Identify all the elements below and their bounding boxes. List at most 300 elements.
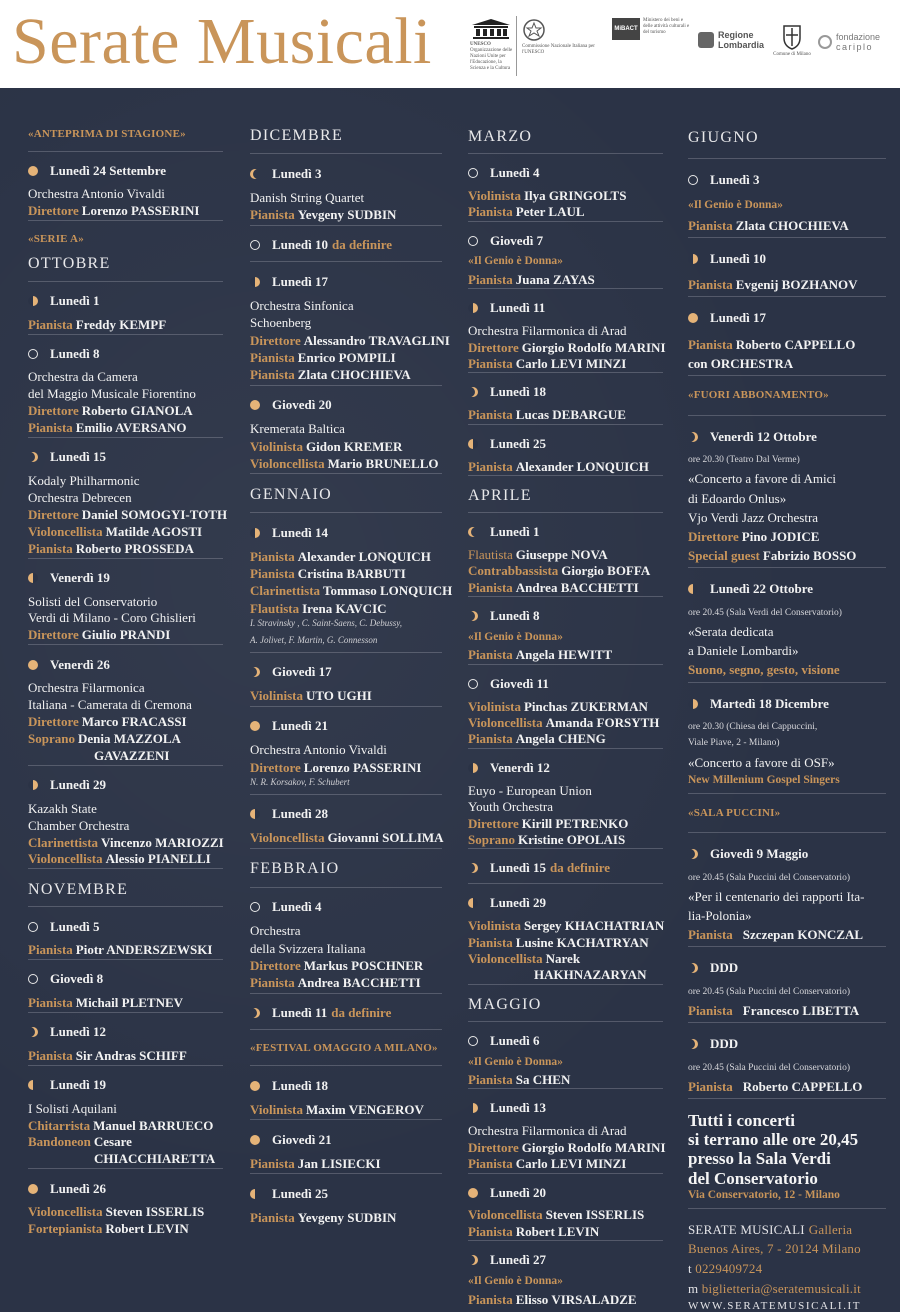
program-line: Chamber Orchestra	[28, 817, 130, 833]
performer-name: Roberto CAPPELLO	[735, 336, 856, 352]
divider	[688, 1208, 886, 1209]
performer-name: Michail PLETNEV	[75, 994, 184, 1010]
moon-phase-icon	[688, 432, 698, 442]
performer-role: Pianista	[468, 204, 513, 220]
divider	[468, 664, 663, 665]
divider	[28, 1012, 223, 1013]
performer-line	[250, 207, 396, 223]
concert-date-label: Lunedì 20	[490, 1184, 546, 1200]
concert-date-label: Lunedì 22 Ottobre	[710, 580, 814, 596]
performer-name: Alexander LONQUICH	[297, 548, 431, 564]
performer-role: Violoncellista	[28, 851, 103, 867]
concert-date	[250, 237, 392, 253]
divider	[28, 1065, 223, 1066]
concert-date	[28, 293, 100, 309]
moon-phase-icon	[468, 611, 478, 621]
section-heading: «SERIE A»	[28, 232, 84, 245]
concert-date	[688, 846, 808, 862]
divider	[250, 1065, 442, 1066]
performer-role: Violoncellista	[250, 455, 325, 471]
performer-role: Direttore	[468, 815, 519, 831]
concert-date	[250, 1005, 391, 1021]
divider	[688, 415, 886, 416]
divider	[468, 748, 663, 749]
tbd-label: da definire	[550, 860, 611, 876]
divider	[250, 848, 442, 849]
concert-date-label: Lunedì 17	[710, 310, 766, 326]
concert-date-label: Lunedì 4	[490, 164, 540, 180]
concert-date-label: Lunedì 12	[50, 1024, 106, 1040]
performer-line	[28, 420, 186, 436]
cariplo-icon	[818, 35, 832, 49]
moon-phase-icon	[688, 313, 698, 323]
performer-role: Violinista	[468, 187, 521, 203]
performer-role: Violoncellista	[468, 1207, 543, 1223]
moon-phase-icon	[688, 254, 698, 264]
concert-date	[250, 806, 328, 822]
moon-phase-icon	[468, 387, 478, 397]
program-line: Italiana - Camerata di Cremona	[28, 697, 192, 713]
performer-line	[250, 688, 372, 704]
program-line: Orchestra Antonio Vivaldi	[250, 742, 387, 758]
divider	[250, 887, 442, 888]
month-heading: APRILE	[468, 486, 532, 504]
program-line: a Daniele Lombardi»	[688, 642, 799, 658]
performer-name: Zlata CHOCHIEVA	[735, 217, 849, 233]
concert-date-label: DDD	[710, 960, 739, 976]
moon-phase-icon	[250, 1081, 260, 1091]
section-heading: «FUORI ABBONAMENTO»	[688, 389, 829, 402]
performer-name: Alessandro TRAVAGLINI	[303, 332, 450, 348]
performer-line	[250, 830, 444, 846]
contact-prefix: SERATE MUSICALI	[688, 1221, 805, 1237]
subtitle: Via Conservatorio, 12 - Milano	[688, 1188, 840, 1201]
unesco-logo	[470, 18, 516, 72]
performer-role: Pianista	[468, 407, 513, 423]
program-line: Euyo - European Union	[468, 782, 592, 798]
concert-date	[250, 899, 322, 915]
month-heading: FEBBRAIO	[250, 860, 340, 878]
performer-name: Francesco LIBETTA	[742, 1003, 860, 1019]
concert-date	[468, 165, 540, 181]
venue-time: ore 20.45 (Sala Puccini del Conservatorio)	[688, 1062, 850, 1073]
ministero-text: Ministero dei beni e delle attività culturali e del turismo	[643, 18, 690, 35]
performer-role: Violinista	[250, 438, 303, 454]
performer-name: Tommaso LONQUICH	[323, 583, 453, 599]
performer-line	[250, 566, 406, 582]
performer-role: Violoncellista	[28, 523, 103, 539]
performer-role: Pianista	[688, 1079, 733, 1095]
concert-date	[688, 172, 760, 188]
performer-line	[468, 1140, 666, 1156]
venue-time: Viale Piave, 2 - Milano)	[688, 738, 780, 749]
performer-name: Vincenzo MARIOZZI	[101, 834, 224, 850]
concert-date	[28, 657, 110, 673]
contact-value[interactable]: biglietteria@seratemusicali.it	[701, 1280, 861, 1296]
performer-role: Pianista	[250, 349, 295, 365]
concert-date	[468, 895, 546, 911]
program-line: «Serata dedicata	[688, 623, 774, 639]
performer-name: Yevgeny SUDBIN	[297, 1209, 397, 1225]
venue-time: ore 20.30 (Teatro Dal Verme)	[688, 455, 800, 466]
info-headline: presso la Sala Verdi	[688, 1149, 831, 1169]
commissione-text: Commissione Nazionale Italiana per l'UNESCO	[522, 44, 595, 55]
performer-line	[468, 356, 626, 372]
performer-name: Alessio PIANELLI	[105, 851, 211, 867]
moon-phase-icon	[28, 660, 38, 670]
program-line: «Concerto a favore di Amici	[688, 471, 837, 487]
performer-name: Zlata CHOCHIEVA	[297, 367, 411, 383]
divider	[250, 706, 442, 707]
divider	[250, 993, 442, 994]
performer-name: Maxim VENGEROV	[305, 1101, 424, 1117]
concert-date	[468, 608, 540, 624]
performer-line	[468, 1207, 644, 1223]
performer-line	[250, 601, 387, 617]
performer-line	[28, 507, 227, 523]
performer-name: Denia MAZZOLA	[77, 730, 181, 746]
moon-phase-icon	[28, 452, 38, 462]
performer-name: Cristina BARBUTI	[297, 566, 406, 582]
program-line: lia-Polonia»	[688, 908, 752, 924]
composers: A. Jolivet, F. Martin, G. Connesson	[250, 634, 378, 645]
performer-role: Pianista	[250, 566, 295, 582]
divider	[468, 221, 663, 222]
concert-date-label: Giovedì 11	[490, 675, 549, 691]
moon-phase-icon	[688, 849, 698, 859]
performer-role: Violoncellista	[28, 1204, 103, 1220]
moon-phase-icon	[250, 277, 260, 287]
concert-date	[468, 524, 540, 540]
contact-value: Galleria	[808, 1221, 853, 1237]
concert-date-label: Lunedì 15	[50, 449, 106, 465]
performer-role: Pianista	[468, 647, 513, 663]
performer-name: Narek	[545, 951, 581, 966]
performer-line	[468, 407, 626, 423]
concert-date-label: DDD	[710, 1036, 739, 1052]
concert-date	[250, 166, 322, 182]
performer-role: Contrabbassista	[468, 563, 559, 579]
concert-date-label: Lunedì 8	[490, 607, 540, 623]
divider	[250, 652, 442, 653]
moon-phase-icon	[250, 1135, 260, 1145]
moon-phase-icon	[250, 1189, 260, 1199]
performer-line	[688, 927, 863, 943]
concert-date	[250, 718, 328, 734]
concert-date	[688, 429, 817, 445]
performer-role: Direttore	[250, 957, 301, 973]
concert-date-label: Lunedì 29	[50, 777, 106, 793]
performer-role: Pianista	[468, 731, 513, 747]
concert-date	[28, 570, 110, 586]
program-line: Orchestra Filarmonica	[28, 680, 145, 696]
performer-role: Direttore	[250, 332, 301, 348]
performer-line	[468, 563, 650, 579]
concert-date	[468, 860, 610, 876]
performer-line	[250, 583, 452, 599]
divider	[250, 473, 442, 474]
concert-date	[468, 676, 549, 692]
performer-name: Robert LEVIN	[105, 1221, 189, 1237]
moon-phase-icon	[28, 780, 38, 790]
performer-name: Lusine KACHATRYAN	[515, 934, 649, 950]
performer-line	[468, 188, 626, 204]
moon-phase-icon	[688, 699, 698, 709]
regione-icon	[698, 32, 714, 48]
performer-line	[28, 995, 183, 1011]
performer-role: Pianista	[250, 207, 295, 223]
website-link[interactable]: WWW.SERATEMUSICALI.IT	[688, 1300, 862, 1312]
performer-role: Pianista	[250, 1155, 295, 1171]
concert-date-label: Martedì 18 Dicembre	[710, 695, 829, 711]
concert-date	[28, 971, 103, 987]
info-headline: Tutti i concerti	[688, 1111, 796, 1131]
performer-name: UTO UGHI	[305, 688, 372, 704]
concert-date	[688, 696, 829, 712]
contact-line	[688, 1222, 852, 1238]
concert-date-label: Lunedì 14	[272, 524, 328, 540]
performer-name: Roberto CAPPELLO	[742, 1079, 863, 1095]
moon-phase-icon	[468, 303, 478, 313]
performer-line	[28, 317, 166, 333]
concert-date-label: Giovedì 9 Maggio	[710, 846, 809, 862]
performer-name: Sergey KHACHATRIAN	[523, 918, 665, 934]
concert-date-label: Lunedì 10	[272, 237, 328, 253]
performer-line	[250, 549, 431, 565]
moon-phase-icon	[28, 1080, 38, 1090]
moon-phase-icon	[468, 763, 478, 773]
divider	[250, 1029, 442, 1030]
divider	[468, 596, 663, 597]
tbd-label: da definire	[332, 237, 393, 253]
moon-phase-icon	[468, 168, 478, 178]
performer-line	[468, 731, 606, 747]
concert-date-label: Lunedì 21	[272, 718, 328, 734]
divider	[688, 158, 886, 159]
performer-line	[468, 580, 639, 596]
concert-date	[468, 760, 550, 776]
subtitle: Suono, segno, gesto, visione	[688, 662, 840, 677]
divider	[28, 959, 223, 960]
moon-phase-icon	[28, 1027, 38, 1037]
concert-date	[250, 1078, 328, 1094]
concert-date	[28, 1024, 106, 1040]
performer-name: Kristine OPOLAIS	[517, 832, 626, 848]
concert-date-label: Lunedì 3	[710, 171, 760, 187]
performer-role: Soprano	[28, 730, 75, 746]
performer-line	[250, 1156, 381, 1172]
performer-role: Pianista	[468, 1072, 513, 1087]
ministero-logo	[612, 18, 692, 40]
performer-name: Cesare	[93, 1134, 132, 1150]
moon-phase-icon	[250, 667, 260, 677]
performer-role: Violinista	[468, 698, 521, 714]
performer-role: Pianista	[468, 934, 513, 950]
program-line: Kodaly Philharmonic	[28, 473, 140, 489]
program-line: «Concerto a favore di OSF»	[688, 754, 835, 770]
performer-line	[688, 548, 856, 564]
performer-line	[28, 1048, 187, 1064]
performer-line	[468, 647, 612, 663]
cariplo-line1: fondazione	[836, 32, 881, 42]
concert-date-label: Lunedì 5	[50, 918, 100, 934]
performer-name: Carlo LEVI MINZI	[515, 356, 627, 372]
divider	[688, 946, 886, 947]
performer-name: Amanda FORSYTH	[545, 715, 660, 730]
concert-date-label: Lunedì 25	[272, 1185, 328, 1201]
contact-line	[688, 1261, 762, 1277]
shield-icon	[781, 24, 803, 50]
performer-name: Lucas DEBARGUE	[515, 407, 626, 423]
performer-name: Juana ZAYAS	[515, 271, 595, 287]
concert-date	[688, 310, 766, 326]
performer-line	[468, 918, 664, 934]
performer-line	[28, 835, 224, 851]
concert-date-label: Lunedì 24 Settembre	[50, 162, 167, 178]
divider	[688, 1098, 886, 1099]
divider	[250, 512, 442, 513]
performer-role: Pianista	[28, 994, 73, 1010]
contact-value: Buenos Aires, 7 - 20124 Milano	[688, 1241, 861, 1257]
program-line: Orchestra Filarmonica di Arad	[468, 323, 627, 339]
divider	[688, 237, 886, 238]
performer-name: Giorgio BOFFA	[561, 563, 651, 579]
performer-role: Fortepianista	[28, 1221, 103, 1237]
performer-role: Pianista	[250, 1209, 295, 1225]
performer-name: Pino JODICE	[741, 528, 820, 544]
composers: I. Stravinsky , C. Saint-Saens, C. Debussy,	[250, 617, 402, 628]
divider	[28, 906, 223, 907]
performer-role: Pianista	[468, 579, 513, 595]
performer-name: Kirill PETRENKO	[521, 815, 629, 831]
performer-role: Pianista	[468, 458, 513, 474]
program-poster	[0, 88, 900, 1312]
concert-date	[688, 251, 766, 267]
performer-name: Giuseppe NOVA	[515, 546, 608, 562]
performer-name-continued: HAKHNAZARYAN	[534, 967, 647, 983]
program-line: Orchestra Filarmonica di Arad	[468, 1123, 627, 1139]
performer-role: Pianista	[688, 217, 733, 233]
page-title: Serate Musicali	[12, 5, 432, 78]
section-heading: «FESTIVAL OMAGGIO A MILANO»	[250, 1041, 438, 1054]
performer-line	[688, 337, 855, 353]
performer-role: Direttore	[250, 759, 301, 775]
concert-date-label: Lunedì 17	[272, 273, 328, 289]
performer-line	[28, 851, 211, 867]
program-line: Kazakh State	[28, 800, 97, 816]
performer-role: Clarinettista	[250, 583, 321, 599]
program-line: Verdi di Milano - Coro Ghislieri	[28, 610, 196, 626]
moon-phase-icon	[468, 439, 478, 449]
concert-date	[688, 581, 813, 597]
cariplo-line2: cariplo	[836, 42, 874, 52]
unesco-caption: Organizzazione delle Nazioni Unite per l'Educazione, la Scienza e la Cultura	[470, 48, 513, 71]
program-line: Orchestra da Camera	[28, 369, 138, 385]
performer-line	[250, 456, 439, 472]
performer-role: Chitarrista	[28, 1117, 91, 1133]
performer-role: Pianista	[468, 1156, 513, 1172]
divider	[688, 296, 886, 297]
performer-name: Peter LAUL	[515, 204, 585, 220]
performer-role: Soprano	[468, 832, 515, 848]
performer-role: Pianista	[250, 975, 295, 991]
performer-role: Direttore	[28, 403, 79, 419]
divider	[250, 1173, 442, 1174]
performer-line	[688, 529, 819, 545]
performer-role: Direttore	[468, 339, 519, 355]
tbd-label: da definire	[331, 1005, 392, 1021]
performer-role: Pianista	[468, 271, 513, 287]
moon-phase-icon	[250, 169, 260, 179]
performer-role: Violoncellista	[468, 715, 543, 730]
concert-date	[688, 960, 738, 976]
divider	[688, 1022, 886, 1023]
concert-date-label: Lunedì 3	[272, 165, 322, 181]
performer-line	[468, 816, 628, 832]
regione-text: Regione Lombardia	[718, 30, 765, 50]
performer-role: Direttore	[688, 528, 739, 544]
concert-date	[28, 1077, 106, 1093]
program-line: Kremerata Baltica	[250, 421, 345, 437]
divider	[28, 868, 223, 869]
moon-phase-icon	[468, 527, 478, 537]
performer-role: Pianista	[468, 1223, 513, 1239]
subtitle: «Il Genio è Donna»	[688, 198, 783, 211]
concert-date-label: Lunedì 25	[490, 435, 546, 451]
moon-phase-icon	[28, 349, 38, 359]
month-heading: MAGGIO	[468, 995, 542, 1013]
concert-date	[250, 525, 328, 541]
venue-time: ore 20.45 (Sala Verdi del Conservatorio)	[688, 607, 842, 618]
performer-role: Direttore	[28, 506, 79, 522]
performer-line	[250, 333, 450, 349]
moon-phase-icon	[468, 1036, 478, 1046]
divider	[28, 644, 223, 645]
concert-date-label: Lunedì 28	[272, 806, 328, 822]
performer-role: Pianista	[28, 316, 73, 332]
program-line: Orchestra	[250, 923, 301, 939]
moon-phase-icon	[468, 863, 478, 873]
performer-name-continued: GAVAZZENI	[94, 747, 170, 763]
performer-name: Robert LEVIN	[515, 1223, 600, 1239]
performer-name: Szczepan KONCZAL	[742, 927, 864, 943]
concert-date	[468, 233, 543, 249]
concert-date-label: Lunedì 1	[50, 293, 100, 309]
performer-name: Sa CHEN	[515, 1072, 571, 1087]
concert-date	[28, 777, 106, 793]
divider	[28, 1168, 223, 1169]
performer-name: Jan LISIECKI	[297, 1155, 381, 1171]
performer-name: Enrico POMPILI	[297, 349, 396, 365]
performer-role: Pianista	[468, 356, 513, 372]
moon-phase-icon	[250, 528, 260, 538]
performer-name: Lorenzo PASSERINI	[303, 759, 422, 775]
contact-line	[688, 1241, 861, 1257]
performer-role: Flautista	[468, 546, 513, 562]
performer-line	[250, 367, 411, 383]
month-heading: GIUGNO	[688, 129, 759, 146]
divider	[250, 385, 442, 386]
concert-date-label: Giovedì 20	[272, 397, 332, 413]
performer-name: Roberto GIANOLA	[81, 403, 193, 419]
performer-role: Pianista	[468, 1291, 513, 1307]
performer-line	[28, 942, 212, 958]
divider	[468, 984, 663, 985]
concert-date-label: Venerdì 19	[50, 569, 110, 585]
performer-name: Lorenzo PASSERINI	[81, 203, 200, 219]
performer-role: Violoncellista	[468, 951, 543, 966]
performer-name: Angela HEWITT	[515, 647, 613, 663]
